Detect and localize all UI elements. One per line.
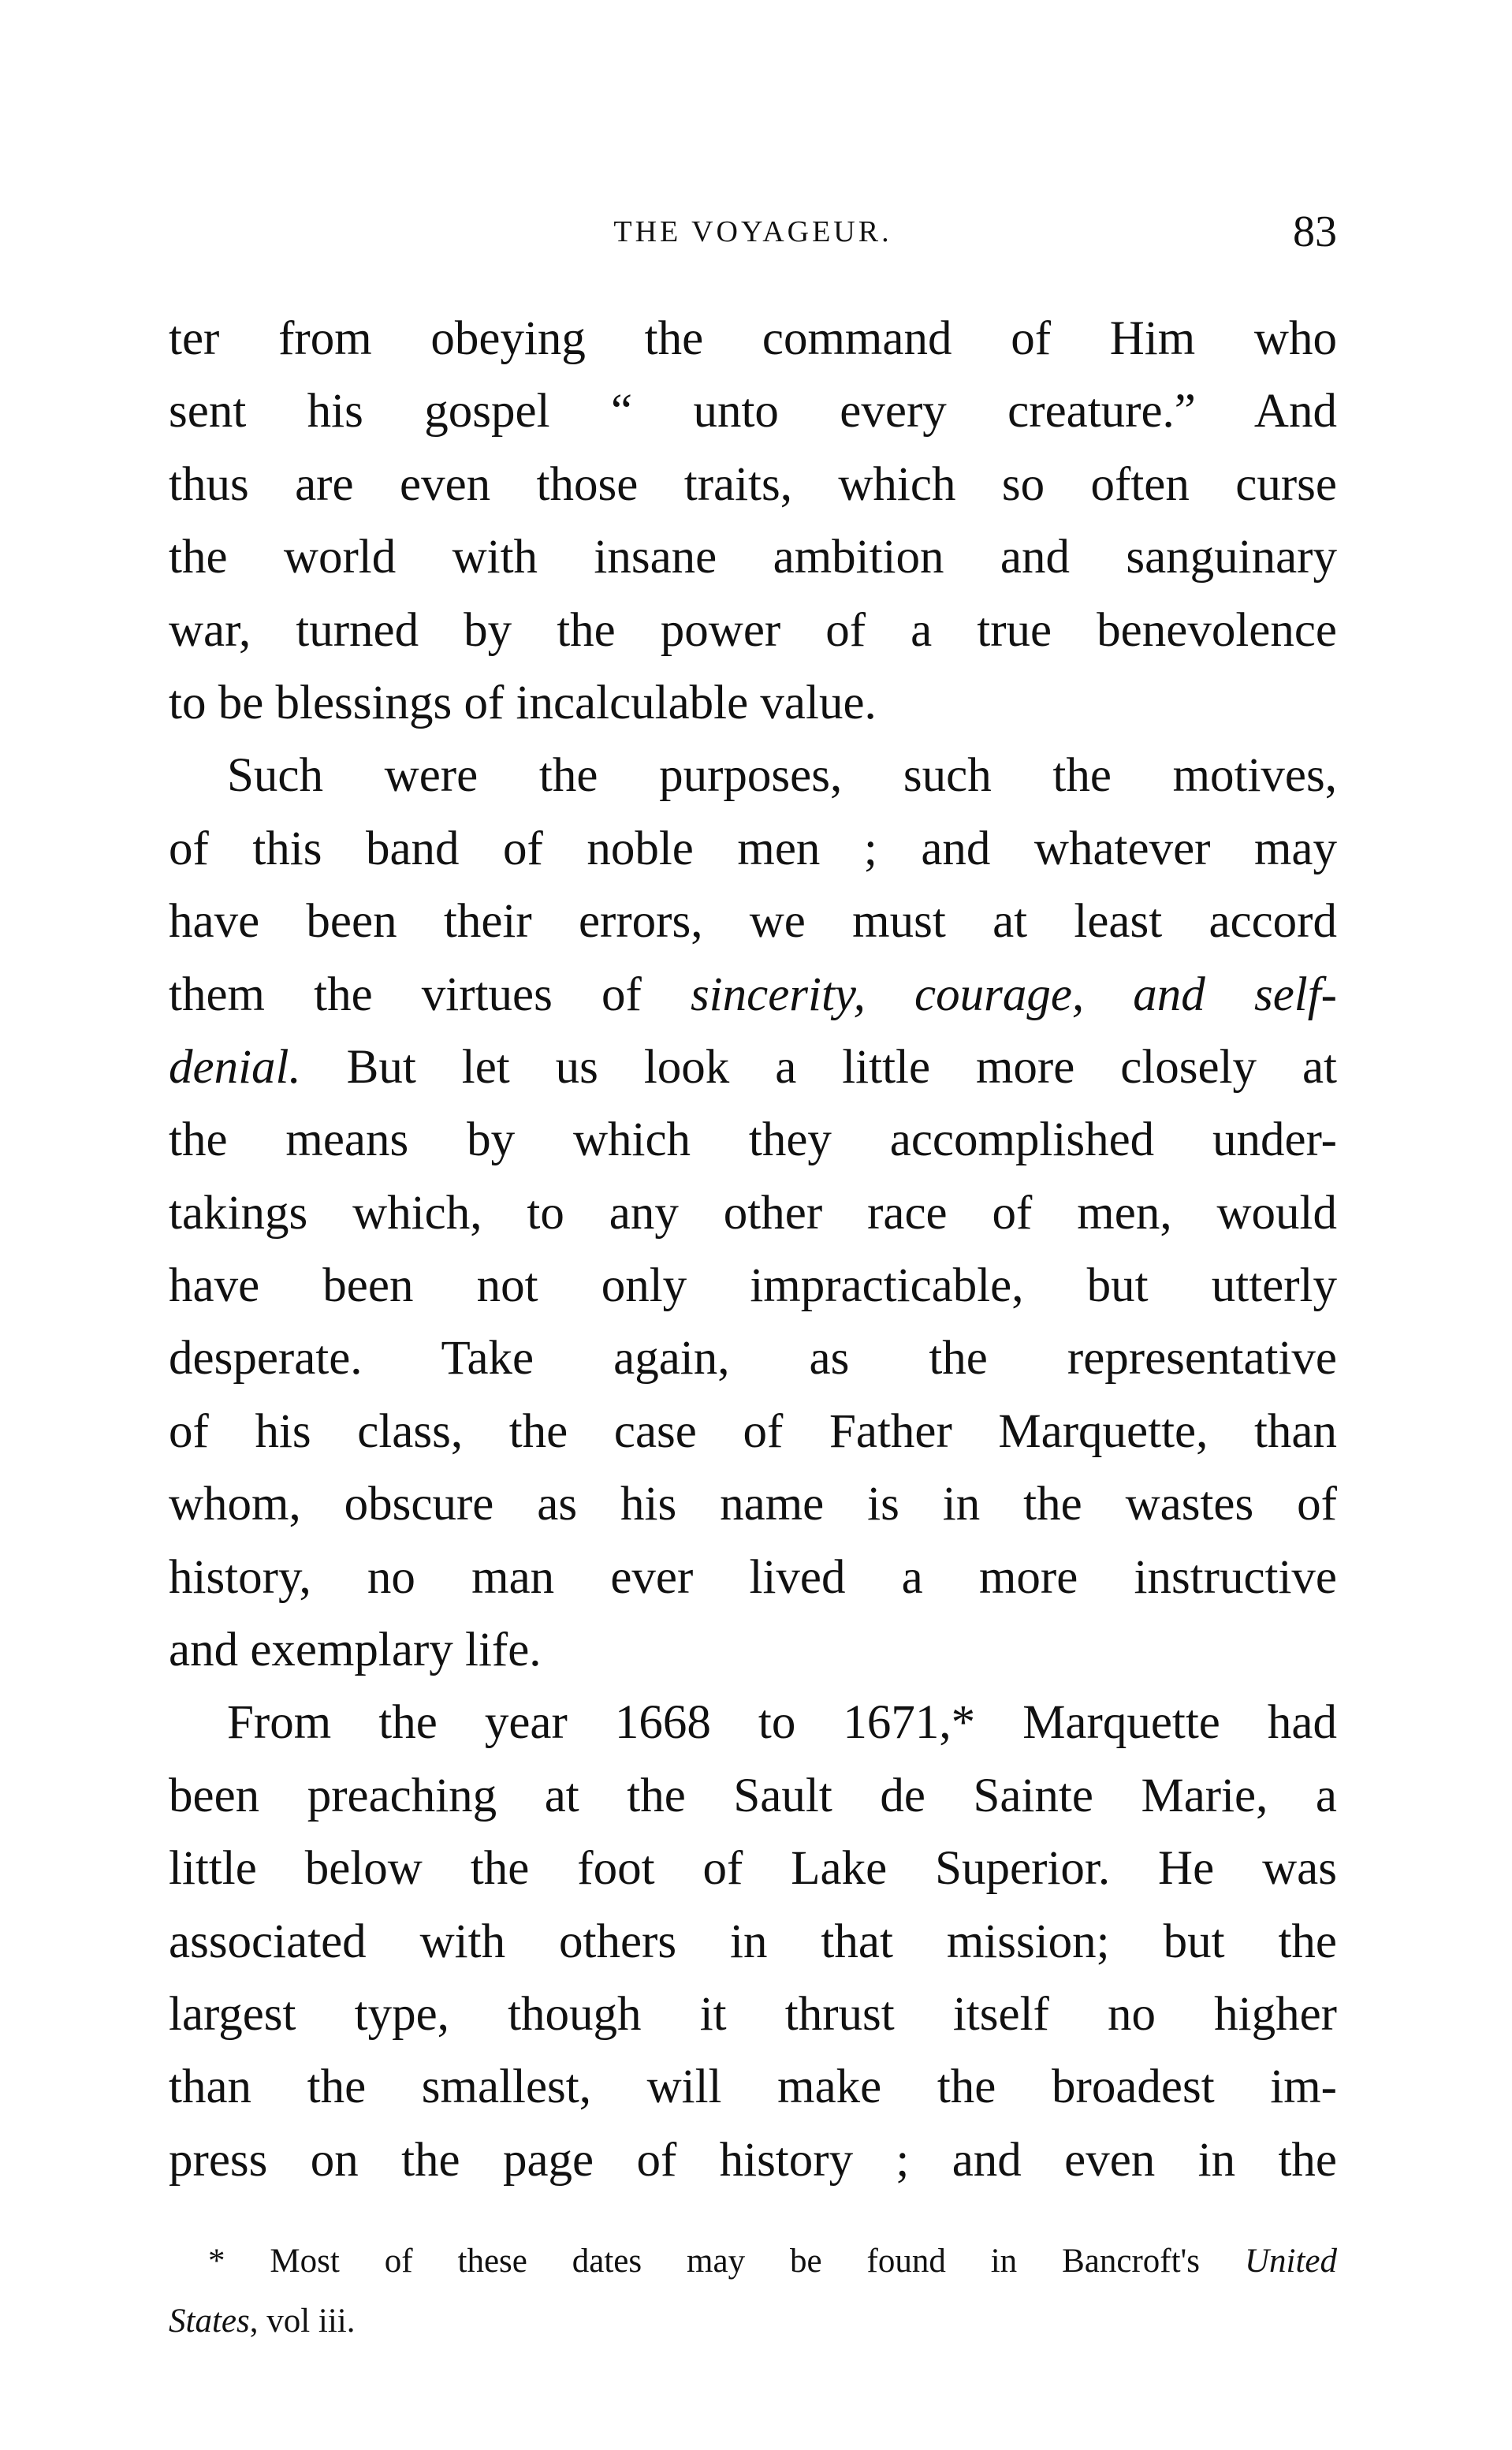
text-line [169, 1031, 1337, 1104]
text-segment: have been their errors, we must at least accord [169, 895, 1337, 949]
text-line [169, 1906, 1337, 1978]
text-segment: press on the page of history ; and even in the [169, 2133, 1337, 2187]
footnote-line [169, 2292, 1337, 2351]
running-title: THE VOYAGEUR. [613, 215, 892, 248]
text-line [169, 740, 1337, 812]
text-segment: Such were the purposes, such the motives, [227, 749, 1337, 803]
text-line [169, 959, 1337, 1031]
footnote [169, 2232, 1337, 2351]
text-line [169, 886, 1337, 958]
text-segment: associated with others in that mission; but the [169, 1915, 1337, 1968]
page-header [169, 207, 1337, 262]
text-line [169, 1468, 1337, 1541]
text-line [169, 1542, 1337, 1614]
footnote-italic: United [1244, 2243, 1337, 2280]
footnote-italic: States [169, 2303, 250, 2340]
text-segment: From the year 1668 to 1671,* Marquette had [227, 1696, 1337, 1750]
text-segment: than the smallest, will make the broadest im- [169, 2060, 1337, 2114]
text-line [169, 1396, 1337, 1468]
text-segment: thus are even those traits, which so often curse [169, 457, 1337, 511]
text-segment: little below the foot of Lake Superior. He was [169, 1842, 1337, 1896]
text-line [169, 521, 1337, 594]
text-line [169, 813, 1337, 886]
text-line [169, 595, 1337, 667]
body-text [169, 303, 1337, 2197]
text-line [169, 1250, 1337, 1322]
text-segment: history, no man ever lived a more instructive [169, 1550, 1337, 1604]
text-line [169, 1177, 1337, 1250]
text-segment: the world with insane ambition and sanguinary [169, 531, 1337, 584]
text-line [169, 2124, 1337, 2197]
text-segment: ter from obeying the command of Him who [169, 312, 1337, 365]
text-line [169, 2051, 1337, 2124]
text-segment: But let us look a little more closely at [300, 1040, 1337, 1094]
italic-text: denial. [169, 1040, 301, 1094]
text-line [169, 1322, 1337, 1395]
text-segment: sent his gospel “ unto every creature.” And [169, 385, 1337, 438]
text-line [169, 1760, 1337, 1833]
text-segment: to be blessings of incalculable value. [169, 676, 877, 729]
text-segment: them the virtues of [169, 968, 691, 1021]
text-segment: takings which, to any other race of men, would [169, 1186, 1337, 1240]
text-line [169, 303, 1337, 375]
text-segment: and exemplary life. [169, 1624, 542, 1677]
text-segment: largest type, though it thrust itself no higher [169, 1987, 1337, 2041]
text-segment: desperate. Take again, as the representative [169, 1332, 1337, 1385]
text-line [169, 1104, 1337, 1177]
footnote-text: * Most of these dates may be found in Bancroft's [208, 2243, 1245, 2280]
text-line [169, 667, 1337, 740]
text-line [169, 1614, 1337, 1687]
italic-text: sincerity, courage, and self- [690, 968, 1337, 1021]
text-line [169, 1687, 1337, 1759]
page-number: 83 [1293, 207, 1337, 256]
text-segment: been preaching at the Sault de Sainte Marie, a [169, 1769, 1337, 1822]
text-line [169, 449, 1337, 521]
footnote-text: , vol iii. [249, 2303, 356, 2340]
text-segment: whom, obscure as his name is in the wastes of [169, 1478, 1337, 1531]
text-line [169, 1978, 1337, 2051]
text-segment: war, turned by the power of a true benevolence [169, 603, 1337, 657]
text-segment: of his class, the case of Father Marquette, than [169, 1404, 1337, 1458]
text-segment: the means by which they accomplished under- [169, 1113, 1337, 1167]
text-segment: have been not only impracticable, but utterly [169, 1259, 1337, 1313]
text-line [169, 1833, 1337, 1905]
text-line [169, 375, 1337, 448]
footnote-line [169, 2232, 1337, 2292]
text-segment: of this band of noble men ; and whatever may [169, 822, 1337, 875]
